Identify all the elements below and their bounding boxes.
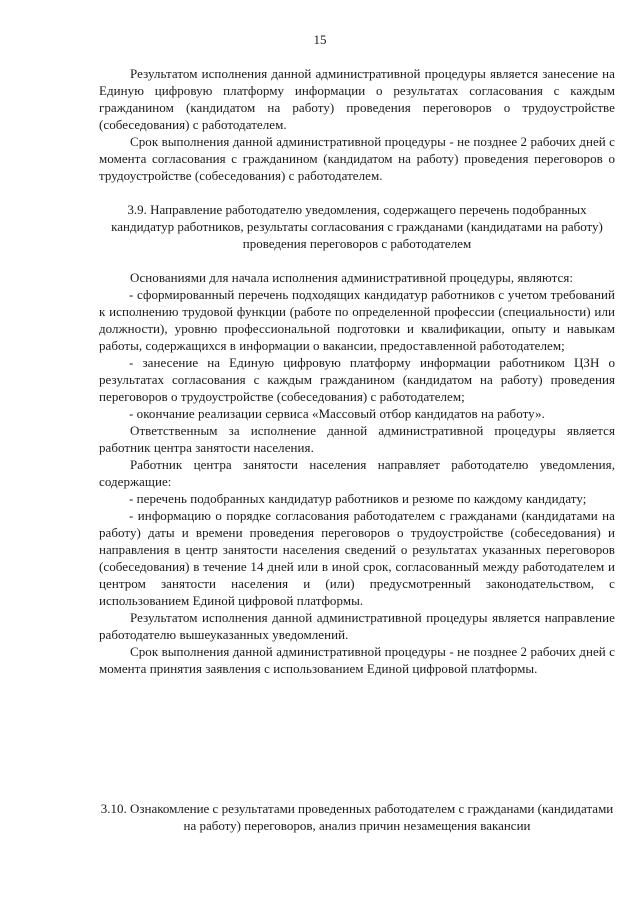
paragraph: Срок выполнения данной административной процедуры - не позднее 2 рабочих дней с момента принятия заявления с использованием Единой цифровой платформы. bbox=[99, 644, 615, 676]
list-item: - занесение на Единую цифровую платформу информации работником ЦЗН о результатах согласования с каждым гражданином (кандидатом на работу) проведения переговоров о трудоустройстве (собеседования) с работодателем; bbox=[99, 355, 615, 404]
list-item: - перечень подобранных кандидатур работников и резюме по каждому кандидату; bbox=[129, 491, 587, 506]
paragraph: Результатом исполнения данной административной процедуры является занесение на Единую цифровую платформу информации о результатах согласования с каждым гражданином (кандидатом на работу) проведения переговоров о трудоустройстве (собеседования) с работодателем. bbox=[99, 66, 615, 132]
paragraph: Основаниями для начала исполнения административной процедуры, являются: bbox=[130, 270, 574, 285]
paragraph-group-results bbox=[99, 65, 615, 184]
list-item: - сформированный перечень подходящих кандидатур работников с учетом требований к исполнению трудовой функции (работе по определенной профессии (специальности) или должности), уровню профессиональной подготовки и квалификации, опыту и навыкам работы, содержащихся в информации о вакансии, предоставленной работодателем; bbox=[99, 287, 615, 353]
paragraph: Работник центра занятости населения направляет работодателю уведомления, содержащие: bbox=[99, 457, 615, 489]
list-item: - окончание реализации сервиса «Массовый отбор кандидатов на работу». bbox=[129, 406, 545, 421]
section-heading-3-9: 3.9. Направление работодателю уведомления, содержащего перечень подобранных кандидатур работников, результаты согласования с гражданами (кандидатами на работу) проведения переговоров с работодателем bbox=[111, 202, 603, 251]
paragraph: Результатом исполнения данной административной процедуры является направление работодателю вышеуказанных уведомлений. bbox=[99, 610, 615, 642]
paragraph: Ответственным за исполнение данной административной процедуры является работник центра занятости населения. bbox=[99, 423, 615, 455]
section-heading-3-10: 3.10. Ознакомление с результатами проведенных работодателем с гражданами (кандидатами на работу) переговоров, анализ причин незамещения вакансии bbox=[100, 801, 614, 833]
page-number: 15 bbox=[313, 32, 327, 47]
list-item: - информацию о порядке согласования работодателем с гражданами (кандидатами на работу) даты и времени проведения переговоров о трудоустройстве (собеседования) и направления в центр занятости населения сведений о результатах указанных переговоров (собеседования) в течение 14 дней или в иной срок, согласованный между работодателем и центром занятости населения и (или) предусмотренный законодательством, с использованием Единой цифровой платформы. bbox=[99, 508, 615, 608]
paragraph: Срок выполнения данной административной процедуры - не позднее 2 рабочих дней с момента согласования с гражданином (кандидатом на работу) проведения переговоров о трудоустройстве (собеседования) с работодателем. bbox=[99, 134, 615, 183]
paragraph-group-section-3-9 bbox=[99, 269, 615, 677]
